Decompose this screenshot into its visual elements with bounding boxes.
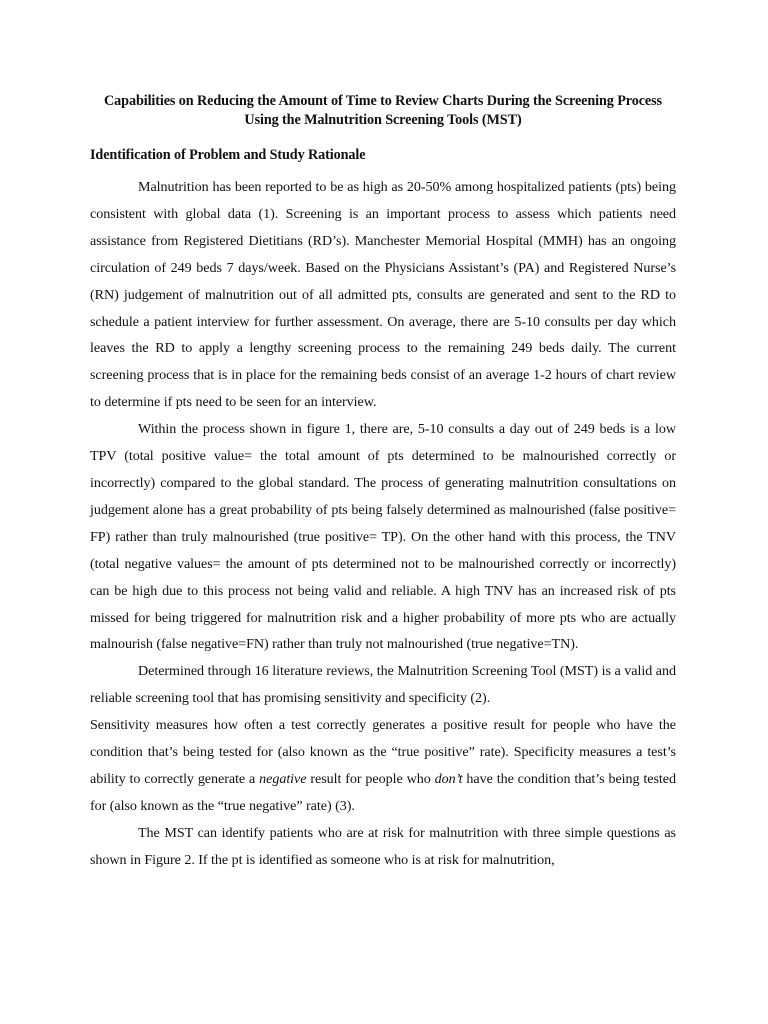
paragraph-3: Determined through 16 literature reviews, the Malnutrition Screening Tool (MST) is a valid and reliable screening tool that has promising sensitivity and specificity (2). — [90, 663, 676, 707]
paragraph-1: Malnutrition has been reported to be as high as 20-50% among hospitalized patients (pts) being consistent with global data (1). Screening is an important process to assess which patients need assistance from Registered Dietitians (RD’s). Manchester Memorial Hospital (MMH) has an ongoing circulation of 249 beds 7 days/week. Based on the Physicians Assistant’s (PA) and Registered Nurse’s (RN) judgement of malnutrition out of all admitted pts, consults are generated and sent to the RD to schedule a patient interview for further assessment. On average, there are 5-10 consults per day which leaves the RD to apply a lengthy screening process to the remaining 249 beds daily. The current screening process that is in place for the remaining beds consist of an average 1-2 hours of chart review to determine if pts need to be seen for an interview. — [90, 179, 676, 411]
document-title-line-1: Capabilities on Reducing the Amount of Time to Review Charts During the Screening Process — [104, 93, 662, 109]
paragraph-4-emphasis-dont: don’t — [434, 770, 463, 787]
paragraph-4-text-3: have the condition that’s being tested for (also known as the “true negative” rate) (3). — [90, 770, 676, 814]
document-title — [90, 92, 676, 130]
paragraph-4 — [90, 712, 676, 820]
paragraph-4-text-1: Sensitivity measures how often a test correctly generates a positive result for people who have the condition that’s being tested for (also known as the “true positive” rate). Specificity measures a test’s ability to correctly generate a — [90, 717, 676, 787]
paragraph-4-text-2: result for people who — [306, 770, 435, 787]
paragraph-4-emphasis-negative: negative — [259, 770, 307, 787]
paragraph-2: Within the process shown in figure 1, there are, 5-10 consults a day out of 249 beds is a low TPV (total positive value= the total amount of pts determined to be malnourished correctly or incorrectly) compared to the global standard. The process of generating malnutrition consultations on judgement alone has a great probability of pts being falsely determined as malnourished (false positive= FP) rather than truly malnourished (true positive= TP). On the other hand with this process, the TNV (total negative values= the amount of pts determined not to be malnourished correctly or incorrectly) can be high due to this process not being valid and reliable. A high TNV has an increased risk of pts missed for being triggered for malnutrition risk and a higher probability of more pts who are actually malnourish (false negative=FN) rather than truly not malnourished (true negative=TN). — [90, 421, 676, 653]
document-title-line-2: Using the Malnutrition Screening Tools (MST) — [244, 112, 522, 128]
paragraph-5: The MST can identify patients who are at risk for malnutrition with three simple questions as shown in Figure 2. If the pt is identified as someone who is at risk for malnutrition, — [90, 824, 676, 868]
document-body — [90, 174, 676, 874]
section-heading: Identification of Problem and Study Rationale — [90, 147, 366, 163]
